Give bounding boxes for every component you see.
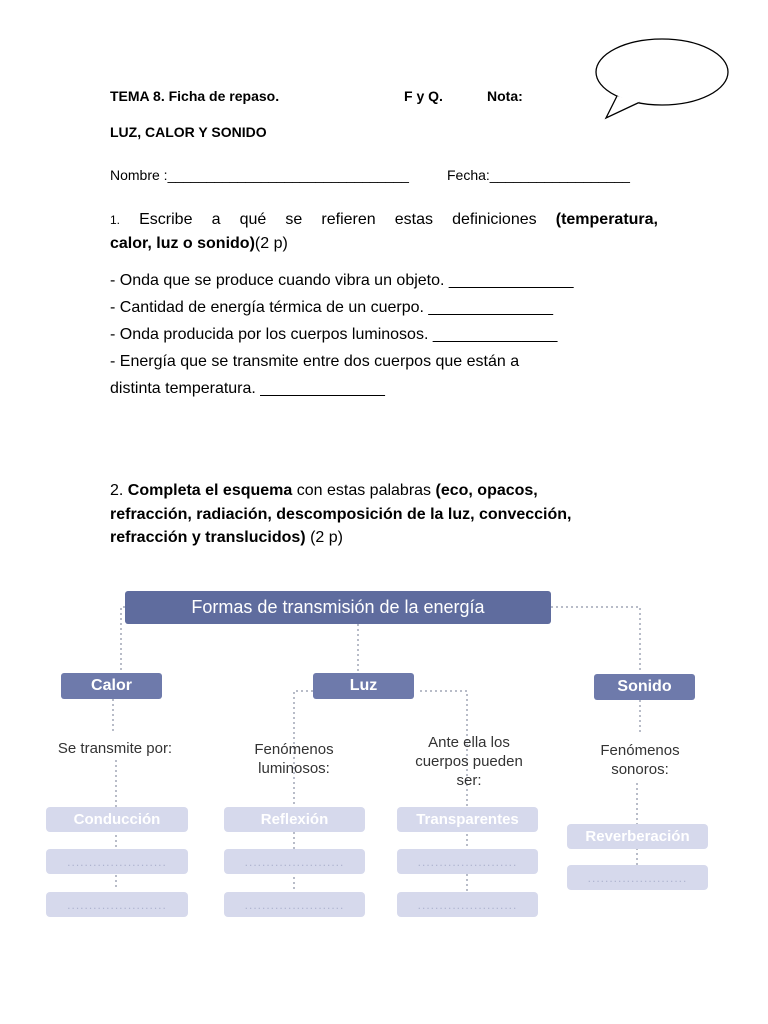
diagram-title: Formas de transmisión de la energía bbox=[125, 591, 551, 624]
q2-line1 bbox=[110, 482, 538, 500]
q2-rest1: con estas palabras bbox=[292, 482, 436, 499]
q2-line3 bbox=[110, 529, 343, 547]
calor-subtitle: Se transmite por: bbox=[57, 740, 173, 757]
q1-item-3: - Onda producida por los cuerpos luminosos. ______________ bbox=[110, 326, 558, 343]
box-transparentes: Transparentes bbox=[397, 807, 538, 832]
q1-item-1: - Onda que se produce cuando vibra un objeto. ______________ bbox=[110, 272, 574, 289]
q2-bold1: Completa el esquema bbox=[127, 482, 293, 499]
q1-options: calor, luz o sonido) bbox=[110, 235, 255, 252]
blank-box-luz-2: ....................... bbox=[224, 892, 365, 917]
luz-cuerpos-subtitle: Ante ella los cuerpos pueden ser: bbox=[415, 734, 523, 789]
speech-bubble bbox=[596, 39, 728, 118]
category-sonido: Sonido bbox=[594, 674, 695, 700]
q2-number: 2. bbox=[110, 482, 128, 499]
category-luz: Luz bbox=[313, 673, 414, 699]
fecha-field: Fecha:__________________ bbox=[447, 167, 630, 183]
page-title: LUZ, CALOR Y SONIDO bbox=[110, 124, 267, 140]
q2-line2: refracción, radiación, descomposición de la luz, convección, bbox=[110, 506, 572, 523]
q1-line2 bbox=[110, 235, 288, 253]
q1-points: (2 p) bbox=[254, 235, 288, 252]
blank-box-calor-1: ....................... bbox=[46, 849, 188, 874]
blank-box-luz-1: ....................... bbox=[224, 849, 365, 874]
sonido-subtitle: Fenómenos sonoros: bbox=[600, 742, 680, 778]
subject-label: F y Q. bbox=[404, 88, 443, 104]
q2-bold2: (eco, opacos, bbox=[435, 482, 538, 499]
luz-fenomenos-subtitle: Fenómenos luminosos: bbox=[254, 741, 334, 777]
box-conduccion: Conducción bbox=[46, 807, 188, 832]
q2-points: (2 p) bbox=[305, 529, 343, 546]
q1-item-4: - Energía que se transmite entre dos cuerpos que están a bbox=[110, 353, 520, 370]
q2-line3-bold: refracción y translucidos) bbox=[110, 529, 306, 546]
q1-item-2: - Cantidad de energía térmica de un cuerpo. ______________ bbox=[110, 299, 553, 316]
q1-number: 1. bbox=[110, 213, 121, 227]
nombre-field: Nombre :_______________________________ bbox=[110, 167, 409, 183]
blank-box-cuerpos-1: ....................... bbox=[397, 849, 538, 874]
box-reflexion: Reflexión bbox=[224, 807, 365, 832]
tema-heading: TEMA 8. Ficha de repaso. bbox=[110, 88, 280, 104]
q1-item-4-cont: distinta temperatura. ______________ bbox=[110, 380, 385, 397]
q1-intro: Escribe a qué se refieren estas definiciones bbox=[120, 211, 556, 228]
blank-box-calor-2: ....................... bbox=[46, 892, 188, 917]
category-calor: Calor bbox=[61, 673, 162, 699]
nota-label: Nota: bbox=[487, 88, 523, 104]
box-reverberacion: Reverberación bbox=[567, 824, 708, 849]
q1-bold: (temperatura, bbox=[555, 211, 658, 228]
blank-box-cuerpos-2: ....................... bbox=[397, 892, 538, 917]
blank-box-sonido-1: ....................... bbox=[567, 865, 708, 890]
q1-line1 bbox=[110, 211, 658, 229]
